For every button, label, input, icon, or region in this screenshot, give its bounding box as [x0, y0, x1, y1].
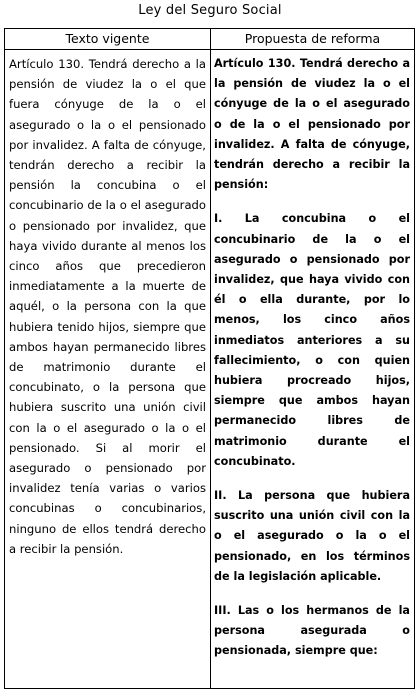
- column-divider: [210, 29, 211, 688]
- current-text-cell: Artículo 130. Tendrá derecho a la pensión de viudez la o el que fuera cónyuge de la o el asegurado o la o el pensionado por invalidez. A falta de cónyuge, tendrán derecho a recibir la pensión la concubina o el concubinario de la o el asegurado o pensionado por invalidez, que haya vivido durante al menos los cinco años que precedieron inmediatamente a la muerte de aquél, o la persona con la que hubiera tenido hijos, siempre que ambos hayan permanecido libres de matrimonio durante el concubinato, o la persona que hubiera suscrito una unión civil con la o el asegurado o la o el pensionado. Si al morir el asegurado o pensionado por invalidez tenía varias o varios concubinas o concubinarios, ninguno de ellos tendrá derecho a recibir la pensión.: [9, 57, 206, 556]
- proposal-fraction-i: I. La concubina o el concubinario de la o el asegurado o pensionado por invalidez, que haya vivido con él o ella durante, por lo menos, los cinco años inmediatos anteriores a su fallecimiento, o con quien hubiera procreado hijos, siempre que ambos hayan permanecido libres de matrimonio durante el concubinato.: [214, 212, 410, 468]
- document-title: Ley del Seguro Social: [138, 3, 282, 18]
- header-current-text: Texto vigente: [65, 31, 150, 46]
- reform-proposal-cell: [214, 54, 410, 662]
- header-reform-proposal: Propuesta de reforma: [244, 31, 381, 46]
- proposal-fraction-ii: II. La persona que hubiera suscrito una unión civil con la o el asegurado o la o el pensionado, en los términos de la legislación aplicable.: [214, 489, 410, 583]
- proposal-intro: Artículo 130. Tendrá derecho a la pensión de viudez la o el cónyuge de la o el asegurado o de la o el pensionado por invalidez. A falta de cónyuge, tendrán derecho a recibir la pensión:: [214, 57, 410, 192]
- comparison-table: [4, 28, 415, 689]
- proposal-fraction-iii: III. Las o los hermanos de la persona asegurada o pensionada, siempre que:: [214, 604, 410, 658]
